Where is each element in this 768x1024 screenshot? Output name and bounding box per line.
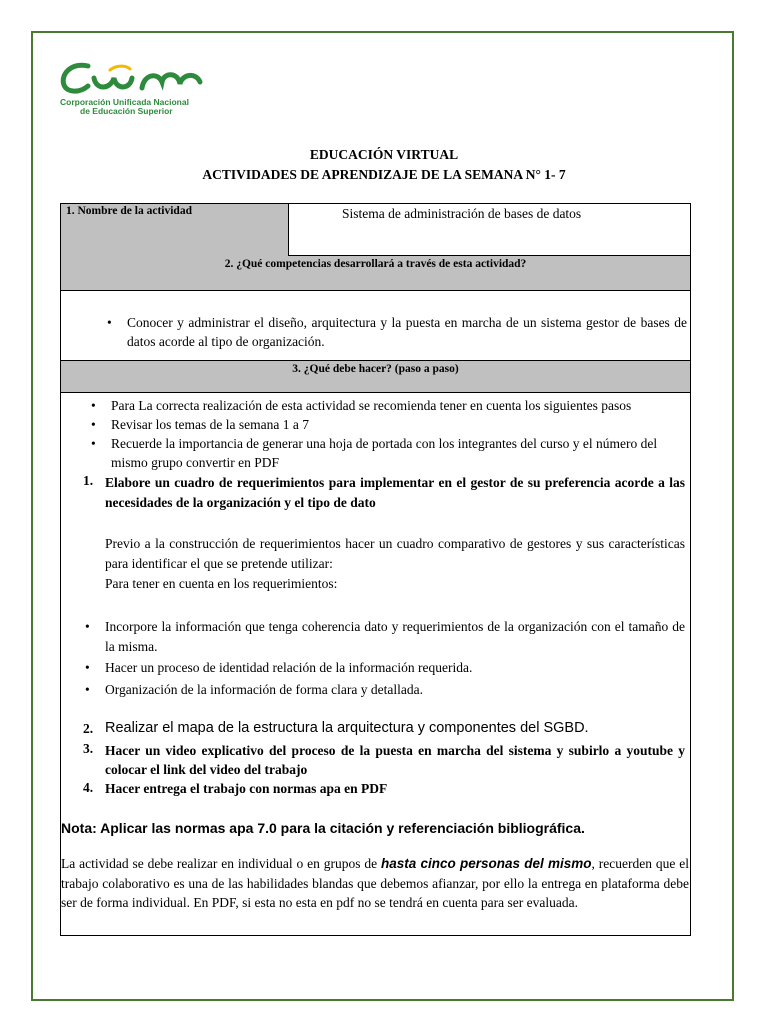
- competencies-header-row: [61, 256, 690, 291]
- activity-table: [60, 203, 691, 936]
- competencies-heading: 2. ¿Qué competencias desarrollará a través de esta actividad?: [224, 258, 527, 270]
- step-3-text: Hacer un video explicativo del proceso de la puesta en marcha del sistema y subirlo a youtube y colocar el link del video del trabajo: [105, 743, 685, 777]
- step-4-number: 4.: [83, 780, 94, 795]
- closing-paragraph: [61, 854, 689, 913]
- previo-text: Previo a la construcción de requerimientos hacer un cuadro comparativo de gestores y sus características para identificar el que se pretende utilizar:: [105, 536, 685, 571]
- activity-name-label-cell: [61, 204, 289, 256]
- step-2-text: Realizar el mapa de la estructura la arquitectura y componentes del SGBD.: [105, 720, 589, 736]
- requirement-bullet-3: • Organización de la información de forma clara y detallada.: [105, 681, 685, 700]
- requirement-bullet-2: • Hacer un proceso de identidad relación de la información requerida.: [105, 659, 685, 678]
- logo-text-line2: de Educación Superior: [80, 106, 173, 116]
- intro-bullet-2: • Revisar los temas de la semana 1 a 7: [111, 416, 689, 435]
- activity-name-value: Sistema de administración de bases de datos: [342, 206, 582, 221]
- step-1-text: Elabore un cuadro de requerimientos para implementar en el gestor de su preferencia acorde a las necesidades de la organización y el tipo de dato: [105, 475, 685, 510]
- nota-text: Nota: Aplicar las normas apa 7.0 para la citación y referenciación bibliográfica.: [61, 820, 585, 836]
- closing-text-b: , recuerden que el trabajo colaborativo es una de las habilidades blandas que debemos afianzar, por ello la entrega en plataforma debe ser de forma individual. En PDF, si esta no esta en pdf no se tendrá en cuenta para ser evaluada.: [61, 856, 689, 910]
- competencies-content-row: [61, 291, 690, 361]
- doc-title-line2: ACTIVIDADES DE APRENDIZAJE DE LA SEMANA N° 1- 7: [202, 167, 566, 182]
- competency-bullet: • Conocer y administrar el diseño, arquitectura y la puesta en marcha de un sistema gestor de bases de datos acorde al tipo de organización.: [127, 314, 687, 351]
- requirement-bullet-1: • Incorpore la información que tenga coherencia dato y requerimientos de la organización con el tamaño de la misma.: [105, 617, 685, 657]
- closing-text-a: La actividad se debe realizar en individual o en grupos de: [61, 856, 381, 871]
- step-1-number: 1.: [83, 473, 94, 488]
- steps-header-row: [61, 361, 690, 393]
- step-4-text: Hacer entrega el trabajo con normas apa en PDF: [105, 781, 388, 796]
- activity-name-row: [61, 204, 690, 256]
- steps-heading: 3. ¿Qué debe hacer? (paso a paso): [292, 363, 459, 375]
- closing-emphasis: hasta cinco personas del mismo: [380, 856, 592, 871]
- step-2-number: 2.: [83, 721, 94, 736]
- intro-bullet-3: • Recuerde la importancia de generar una hoja de portada con los integrantes del curso y el número del mismo grupo convertir en PDF: [111, 435, 689, 472]
- cun-logo-mark: [58, 60, 233, 96]
- step-3-number: 3.: [83, 741, 94, 756]
- logo-text-line1: Corporación Unificada Nacional: [60, 97, 189, 107]
- para-tener-text: Para tener en cuenta en los requerimientos:: [105, 576, 338, 591]
- doc-title-line1: EDUCACIÓN VIRTUAL: [309, 147, 459, 162]
- intro-bullet-1: • Para La correcta realización de esta actividad se recomienda tener en cuenta los siguientes pasos: [111, 397, 689, 416]
- cun-logo: [58, 60, 233, 120]
- activity-name-label: 1. Nombre de la actividad: [66, 205, 192, 217]
